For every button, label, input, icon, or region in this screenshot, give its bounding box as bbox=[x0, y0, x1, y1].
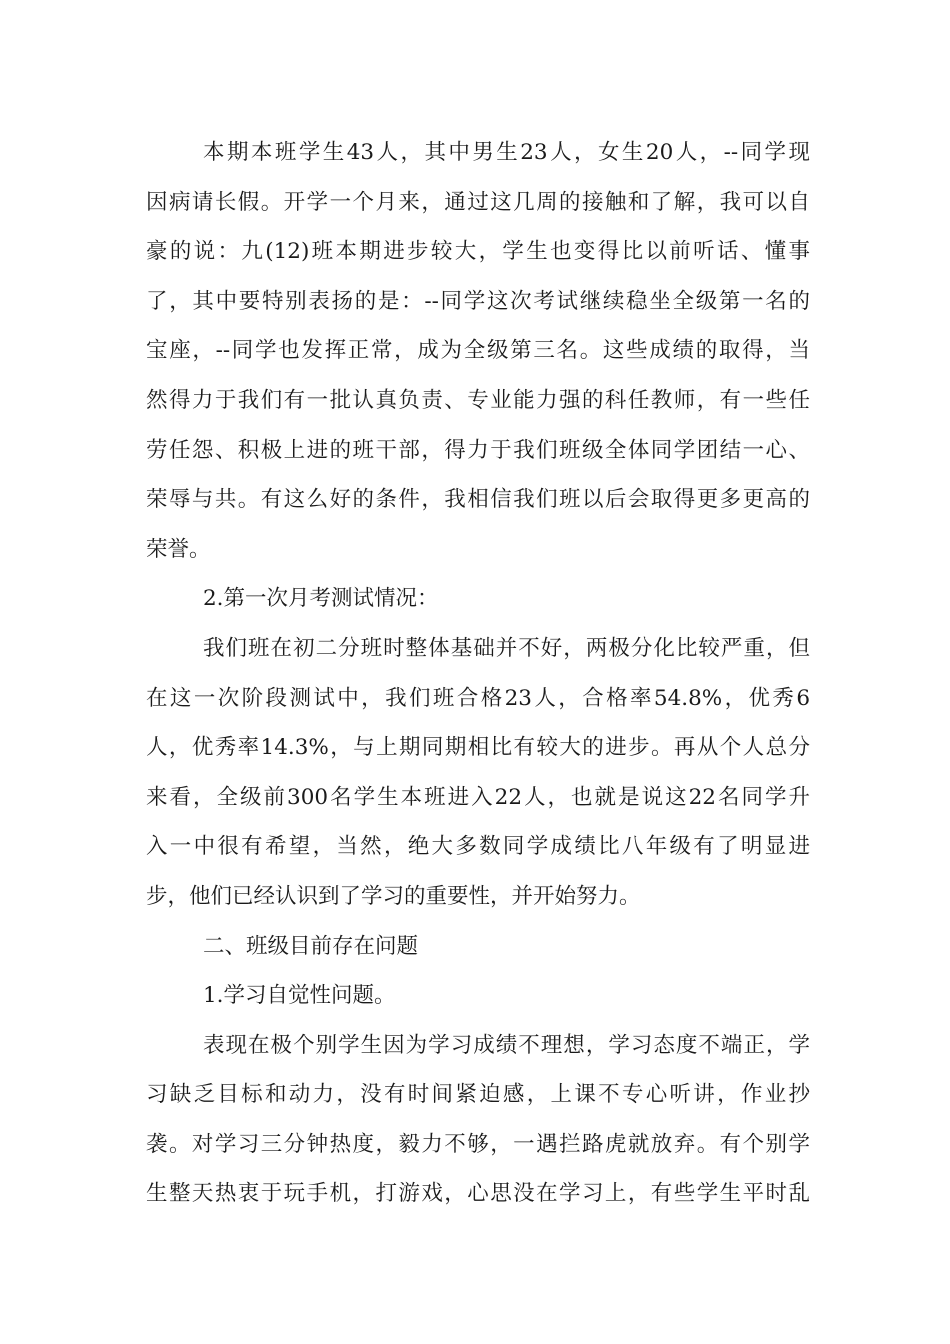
text-line: 因病请长假。开学一个月来，通过这几周的接触和了解，我可以自 bbox=[146, 189, 810, 215]
text-line: 二、班级目前存在问题 bbox=[203, 933, 419, 959]
text-line: 宝座，--同学也发挥正常，成为全级第三名。这些成绩的取得，当 bbox=[146, 338, 810, 364]
text-line: 来看，全级前300名学生本班进入22人，也就是说这22名同学升 bbox=[146, 784, 810, 810]
text-line: 入一中很有希望，当然，绝大多数同学成绩比八年级有了明显进 bbox=[146, 834, 810, 860]
text-line: 豪的说：九(12)班本期进步较大，学生也变得比以前听话、懂事 bbox=[146, 239, 810, 265]
text-line: 了，其中要特别表扬的是：--同学这次考试继续稳坐全级第一名的 bbox=[146, 288, 810, 314]
text-line: 表现在极个别学生因为学习成绩不理想，学习态度不端正，学 bbox=[203, 1032, 810, 1058]
paragraph bbox=[146, 922, 810, 972]
document-body bbox=[146, 128, 810, 1219]
text-line: 荣辱与共。有这么好的条件，我相信我们班以后会取得更多更高的 bbox=[146, 487, 810, 513]
text-line: 我们班在初二分班时整体基础并不好，两极分化比较严重，但 bbox=[203, 635, 810, 661]
text-line: 生整天热衷于玩手机，打游戏，心思没在学习上，有些学生平时乱 bbox=[146, 1181, 810, 1207]
text-line: 然得力于我们有一批认真负责、专业能力强的科任教师，有一些任 bbox=[146, 387, 810, 413]
text-line: 1.学习自觉性问题。 bbox=[203, 983, 396, 1009]
text-line: 袭。对学习三分钟热度，毅力不够，一遇拦路虎就放弃。有个别学 bbox=[146, 1131, 810, 1157]
paragraph bbox=[146, 971, 810, 1021]
text-line: 本期本班学生43人，其中男生23人，女生20人，--同学现 bbox=[203, 140, 810, 165]
text-line: 在这一次阶段测试中，我们班合格23人，合格率54.8%，优秀6 bbox=[146, 685, 810, 711]
paragraph bbox=[146, 624, 810, 922]
paragraph bbox=[146, 574, 810, 624]
text-line: 劳任怨、积极上进的班干部，得力于我们班级全体同学团结一心、 bbox=[146, 437, 810, 463]
paragraph bbox=[146, 128, 810, 574]
text-line: 2.第一次月考测试情况： bbox=[203, 586, 439, 612]
text-line: 步，他们已经认识到了学习的重要性，并开始努力。 bbox=[146, 883, 641, 909]
text-line: 荣誉。 bbox=[146, 536, 211, 562]
text-line: 习缺乏目标和动力，没有时间紧迫感，上课不专心听讲，作业抄 bbox=[146, 1082, 810, 1108]
text-line: 人，优秀率14.3%，与上期同期相比有较大的进步。再从个人总分 bbox=[146, 735, 810, 761]
paragraph bbox=[146, 1021, 810, 1219]
